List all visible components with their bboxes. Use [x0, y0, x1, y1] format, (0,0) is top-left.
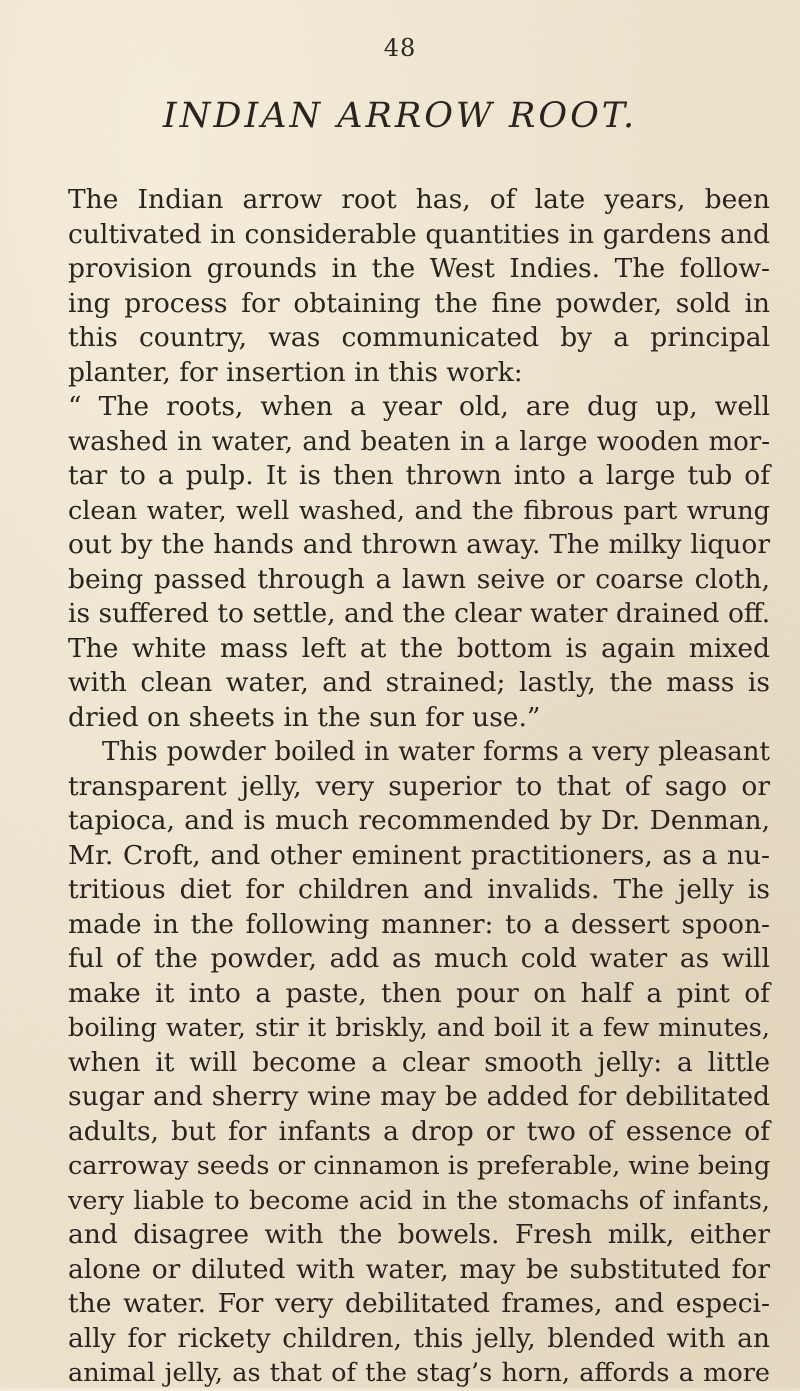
text-line: the water. For very debilitated frames, and especi-: [68, 1288, 770, 1319]
text-line: tar to a pulp. It is then thrown into a large tub of: [68, 460, 770, 491]
text-line: dried on sheets in the sun for use.”: [68, 701, 541, 733]
text-line: ally for rickety children, this jelly, blended with an: [68, 1322, 770, 1354]
text-line: Mr. Croft, and other eminent practitioners, as a nu-: [68, 839, 770, 871]
text-line: washed in water, and beaten in a large wooden mor-: [68, 426, 770, 457]
text-line: planter, for insertion in this work:: [68, 356, 523, 388]
text-line: cultivated in considerable quantities in gardens and: [68, 218, 770, 250]
page-title: INDIAN ARROW ROOT.: [162, 96, 638, 136]
text-line: boiling water, stir it briskly, and boil it a few minutes,: [68, 1013, 770, 1043]
page-number: 48: [383, 34, 417, 62]
text-line: adults, but for infants a drop or two of essence of: [68, 1115, 770, 1147]
text-line: very liable to become acid in the stomachs of infants,: [68, 1185, 770, 1216]
text-line: when it will become a clear smooth jelly: a little: [68, 1046, 770, 1078]
text-line: tritious diet for children and invalids. The jelly is: [68, 874, 770, 905]
text-line: out by the hands and thrown away. The milky liquor: [68, 529, 770, 560]
text-line: alone or diluted with water, may be substituted for: [68, 1253, 770, 1285]
text-line: carroway seeds or cinnamon is preferable, wine being: [68, 1151, 771, 1181]
text-line: is suffered to settle, and the clear water drained off.: [68, 598, 771, 629]
text-line: ing process for obtaining the fine powder, sold in: [68, 287, 770, 319]
text-line: “ The roots, when a year old, are dug up, well: [68, 391, 770, 422]
text-line: The Indian arrow root has, of late years, been: [68, 184, 770, 215]
text-line: this country, was communicated by a principal: [68, 322, 770, 353]
text-line: This powder boiled in water forms a very pleasant: [102, 737, 770, 767]
text-line: sugar and sherry wine may be added for debilitated: [68, 1081, 770, 1112]
text-line: transparent jelly, very superior to that of sago or: [68, 770, 770, 802]
text-line: clean water, well washed, and the fibrous part wrung: [68, 495, 770, 526]
body-text: [68, 183, 770, 1391]
text-line: made in the following manner: to a dessert spoon-: [68, 908, 770, 940]
text-line: animal jelly, as that of the stag’s horn, affords a more: [68, 1358, 770, 1388]
text-line: make it into a paste, then pour on half a pint of: [68, 977, 770, 1009]
text-line: provision grounds in the West Indies. The follow-: [68, 253, 770, 284]
text-line: being passed through a lawn seive or coarse cloth,: [68, 563, 770, 595]
text-line: with clean water, and strained; lastly, the mass is: [68, 667, 770, 698]
text-line: The white mass left at the bottom is again mixed: [68, 632, 770, 664]
text-line: and disagree with the bowels. Fresh milk, either: [68, 1219, 770, 1250]
text-line: ful of the powder, add as much cold water as will: [68, 943, 770, 974]
text-line: tapioca, and is much recommended by Dr. Denman,: [68, 805, 770, 836]
